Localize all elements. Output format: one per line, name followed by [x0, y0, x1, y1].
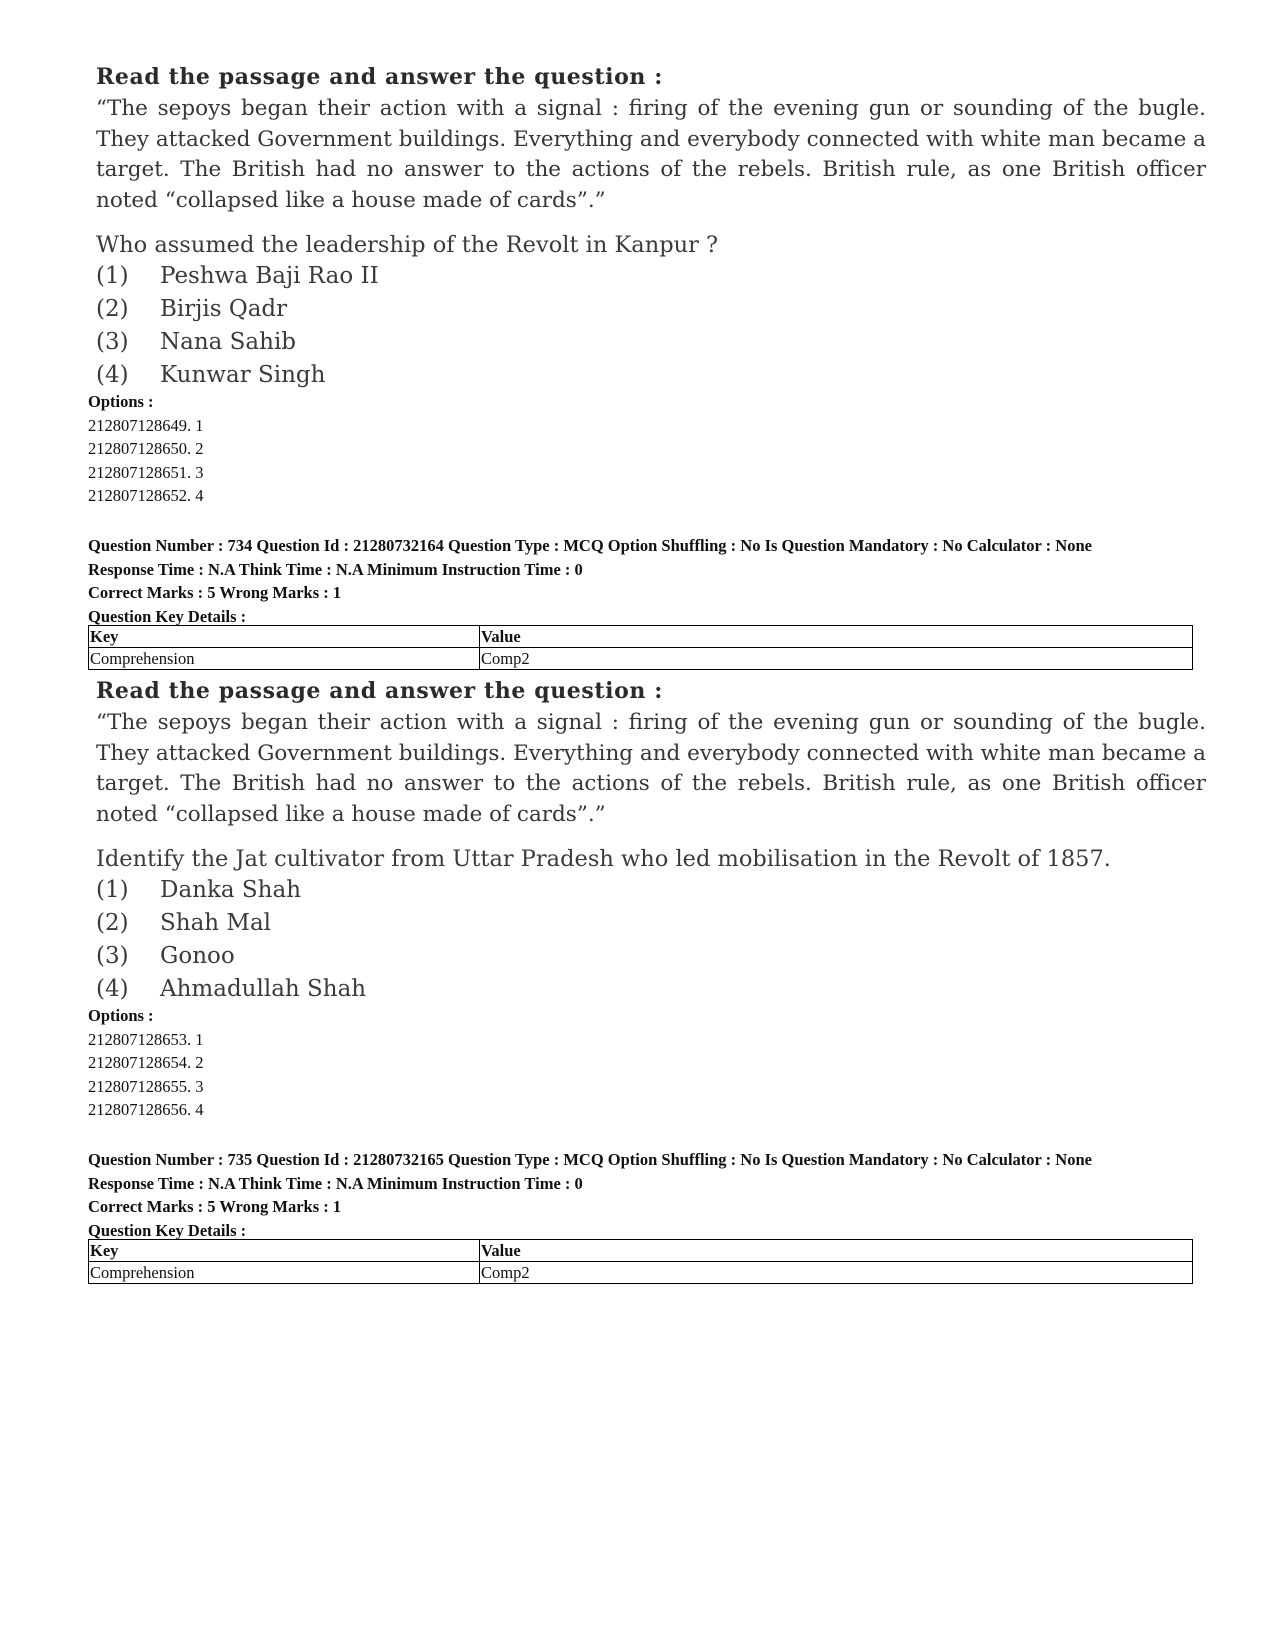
choice-number: (1) — [96, 263, 129, 289]
option-id: 212807128652. 4 — [88, 486, 204, 505]
option-id: 212807128653. 1 — [88, 1029, 204, 1049]
choice-text: Birjis Qadr — [160, 296, 288, 322]
question-image-734 — [96, 676, 1206, 1006]
choice-item — [96, 874, 1206, 907]
passage-text: “The sepoys began their action with a signal : firing of the evening gun or sounding of the bugle. They attacked Government buildings. Everything and everybody connected with white man became a target. The British had no answer to the actions of the rebels. British rule, as one British officer noted “collapsed like a house made of cards”.” — [96, 96, 1206, 213]
choice-number: (2) — [96, 910, 129, 936]
options-label: Options : — [88, 392, 154, 411]
table-row — [89, 1262, 1193, 1284]
options-label: Options : — [88, 1006, 154, 1025]
question-meta-734 — [88, 534, 1092, 628]
choice-text: Ahmadullah Shah — [160, 976, 367, 1002]
table-row — [89, 648, 1193, 670]
choice-number: (4) — [96, 362, 129, 388]
choice-item — [96, 260, 1206, 293]
option-id: 212807128650. 2 — [88, 439, 204, 458]
passage-heading: Read the passage and answer the question : — [96, 64, 663, 90]
choice-item — [96, 293, 1206, 326]
table-header-key: Key — [89, 1240, 480, 1262]
table-cell-value: Comp2 — [480, 648, 1193, 670]
table-header-key: Key — [89, 626, 480, 648]
question-text: Who assumed the leadership of the Revolt in Kanpur ? — [96, 232, 719, 258]
table-header-value: Value — [480, 626, 1193, 648]
option-id: 212807128651. 3 — [88, 462, 204, 482]
choice-item — [96, 973, 1206, 1006]
choice-number: (2) — [96, 296, 129, 322]
key-value-table — [88, 625, 1193, 670]
passage-heading: Read the passage and answer the question : — [96, 678, 663, 704]
choice-item — [96, 940, 1206, 973]
choice-text: Shah Mal — [160, 910, 272, 936]
passage-text: “The sepoys began their action with a signal : firing of the evening gun or sounding of the bugle. They attacked Government buildings. Everything and everybody connected with white man became a target. The British had no answer to the actions of the rebels. British rule, as one British officer noted “collapsed like a house made of cards”.” — [96, 710, 1206, 827]
option-id: 212807128649. 1 — [88, 415, 204, 435]
table-cell-key: Comprehension — [89, 1262, 480, 1284]
choice-number: (4) — [96, 976, 129, 1002]
choice-number: (1) — [96, 877, 129, 903]
question-meta-735 — [88, 1148, 1092, 1242]
key-value-table — [88, 1239, 1193, 1284]
marks-line: Correct Marks : 5 Wrong Marks : 1 — [88, 1197, 342, 1216]
question-meta-line: Question Number : 734 Question Id : 21280732164 Question Type : MCQ Option Shuffling : No Is Question Mandatory : No Calculator : None — [88, 536, 1092, 555]
choice-item — [96, 359, 1206, 392]
table-cell-key: Comprehension — [89, 648, 480, 670]
table-header-value: Value — [480, 1240, 1193, 1262]
choice-text: Danka Shah — [160, 877, 302, 903]
choice-item — [96, 907, 1206, 940]
option-id: 212807128656. 4 — [88, 1100, 204, 1119]
table-header-row — [89, 626, 1193, 648]
option-id: 212807128654. 2 — [88, 1053, 204, 1072]
table-header-row — [89, 1240, 1193, 1262]
options-list — [88, 390, 204, 508]
key-details-label: Question Key Details : — [88, 1220, 247, 1240]
key-details-label: Question Key Details : — [88, 606, 247, 626]
choice-item — [96, 326, 1206, 359]
choice-text: Nana Sahib — [160, 329, 297, 355]
question-timing-line: Response Time : N.A Think Time : N.A Minimum Instruction Time : 0 — [88, 1173, 583, 1193]
question-image-733 — [96, 62, 1206, 392]
choice-number: (3) — [96, 329, 129, 355]
question-meta-line: Question Number : 735 Question Id : 21280732165 Question Type : MCQ Option Shuffling : No Is Question Mandatory : No Calculator : None — [88, 1150, 1092, 1169]
option-id: 212807128655. 3 — [88, 1076, 204, 1096]
choice-text: Peshwa Baji Rao II — [160, 263, 379, 289]
question-text: Identify the Jat cultivator from Uttar Pradesh who led mobilisation in the Revolt of 1857. — [96, 846, 1111, 872]
choice-number: (3) — [96, 943, 129, 969]
choice-text: Kunwar Singh — [160, 362, 326, 388]
choice-text: Gonoo — [160, 943, 235, 969]
marks-line: Correct Marks : 5 Wrong Marks : 1 — [88, 583, 342, 602]
options-list — [88, 1004, 204, 1122]
question-timing-line: Response Time : N.A Think Time : N.A Minimum Instruction Time : 0 — [88, 559, 583, 579]
table-cell-value: Comp2 — [480, 1262, 1193, 1284]
